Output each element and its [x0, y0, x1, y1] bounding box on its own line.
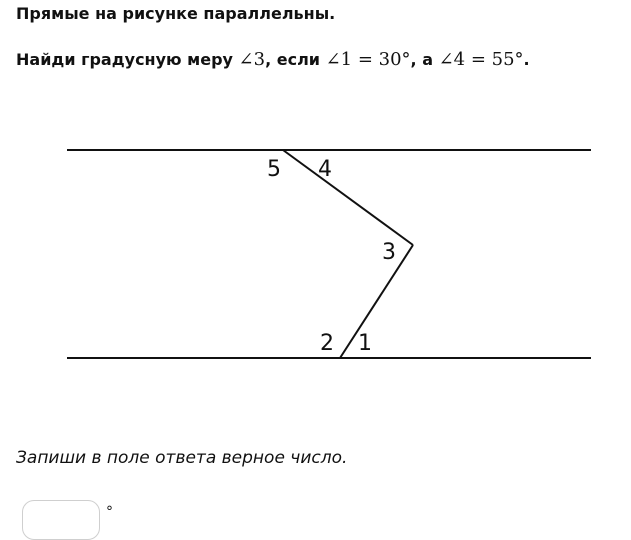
angle-label-5: 5: [267, 157, 281, 182]
angle-label-4: 4: [318, 157, 332, 182]
answer-instruction: Запиши в поле ответа верное число.: [16, 448, 348, 468]
question-sep2: , а: [410, 50, 439, 69]
question-prefix: Найди градусную меру: [16, 50, 239, 69]
angle-label-2: 2: [320, 331, 334, 356]
angle-label-1: 1: [358, 331, 372, 356]
question-end: .: [523, 50, 530, 69]
angle-label-3: 3: [382, 240, 396, 265]
answer-input[interactable]: [22, 500, 100, 540]
upper-transversal: [283, 150, 413, 245]
lower-transversal: [340, 245, 413, 358]
angle1-value: ∠1 = 30°: [325, 49, 411, 70]
problem-statement: Прямые на рисунке параллельны.: [16, 4, 336, 23]
angle-target: ∠3: [238, 49, 266, 70]
angle4-value: ∠4 = 55°: [438, 49, 524, 70]
degree-unit: °: [106, 504, 113, 520]
question-sep1: , если: [265, 50, 326, 69]
